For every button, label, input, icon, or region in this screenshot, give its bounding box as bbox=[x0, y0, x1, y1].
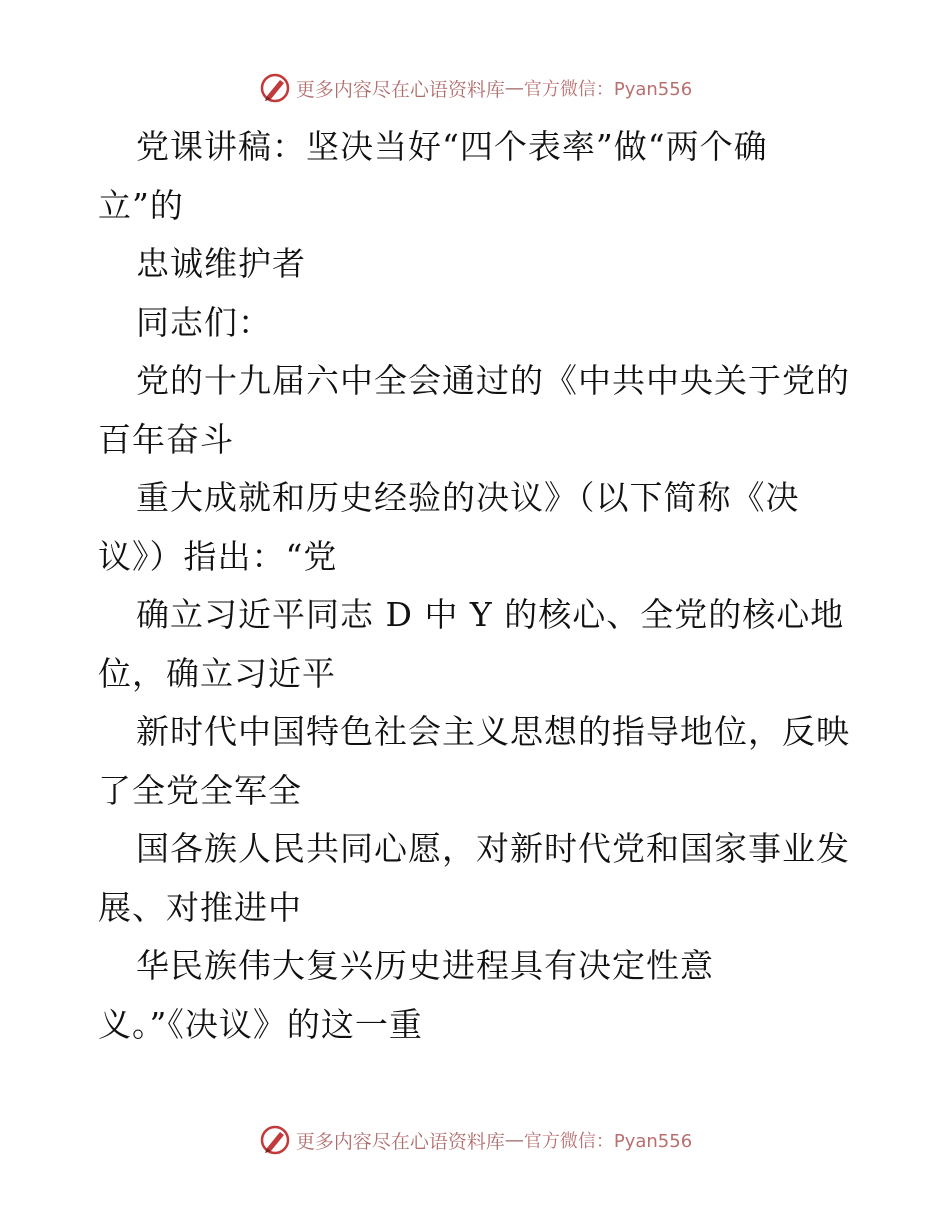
text-line: 位，确立习近平 bbox=[98, 653, 336, 693]
text-line: 确立习近平同志 D 中 Y 的核心、全党的核心地 bbox=[136, 595, 845, 634]
text-line: 忠诚维护者 bbox=[136, 244, 306, 283]
document-body bbox=[98, 118, 858, 1054]
watermark-text: 更多内容尽在心语资料库 bbox=[295, 78, 505, 101]
pen-logo-icon bbox=[258, 1123, 292, 1157]
text-line: 重大成就和历史经验的决议》（以下简称《决 bbox=[136, 478, 800, 517]
text-line: 展、对推进中 bbox=[98, 887, 302, 927]
text-line: 党课讲稿：坚决当好“四个表率”做“两个确 bbox=[136, 127, 768, 166]
header-watermark bbox=[0, 68, 950, 108]
text-line: 党的十九届六中全会通过的《中共中央关于党的 bbox=[136, 361, 850, 400]
text-line: 华民族伟大复兴历史进程具有决定性意 bbox=[136, 946, 714, 985]
text-line: 百年奋斗 bbox=[98, 419, 234, 459]
watermark-separator: — bbox=[504, 77, 524, 99]
watermark-text: 更多内容尽在心语资料库 bbox=[295, 1130, 505, 1153]
watermark-separator: — bbox=[504, 1129, 524, 1151]
text-line: 议》）指出：“党 bbox=[98, 536, 338, 576]
text-line: 国各族人民共同心愿，对新时代党和国家事业发 bbox=[136, 829, 850, 868]
watermark-tail: 官方微信：Pyan556 bbox=[523, 79, 693, 100]
text-line: 义。”《决议》的这一重 bbox=[98, 1004, 423, 1044]
text-line: 立”的 bbox=[98, 185, 184, 225]
text-line: 了全党全军全 bbox=[98, 770, 302, 810]
watermark-tail: 官方微信：Pyan556 bbox=[523, 1131, 693, 1152]
pen-logo-icon bbox=[258, 71, 292, 105]
text-line: 新时代中国特色社会主义思想的指导地位，反映 bbox=[136, 712, 850, 751]
footer-watermark bbox=[0, 1120, 950, 1160]
text-line: 同志们： bbox=[136, 302, 272, 342]
